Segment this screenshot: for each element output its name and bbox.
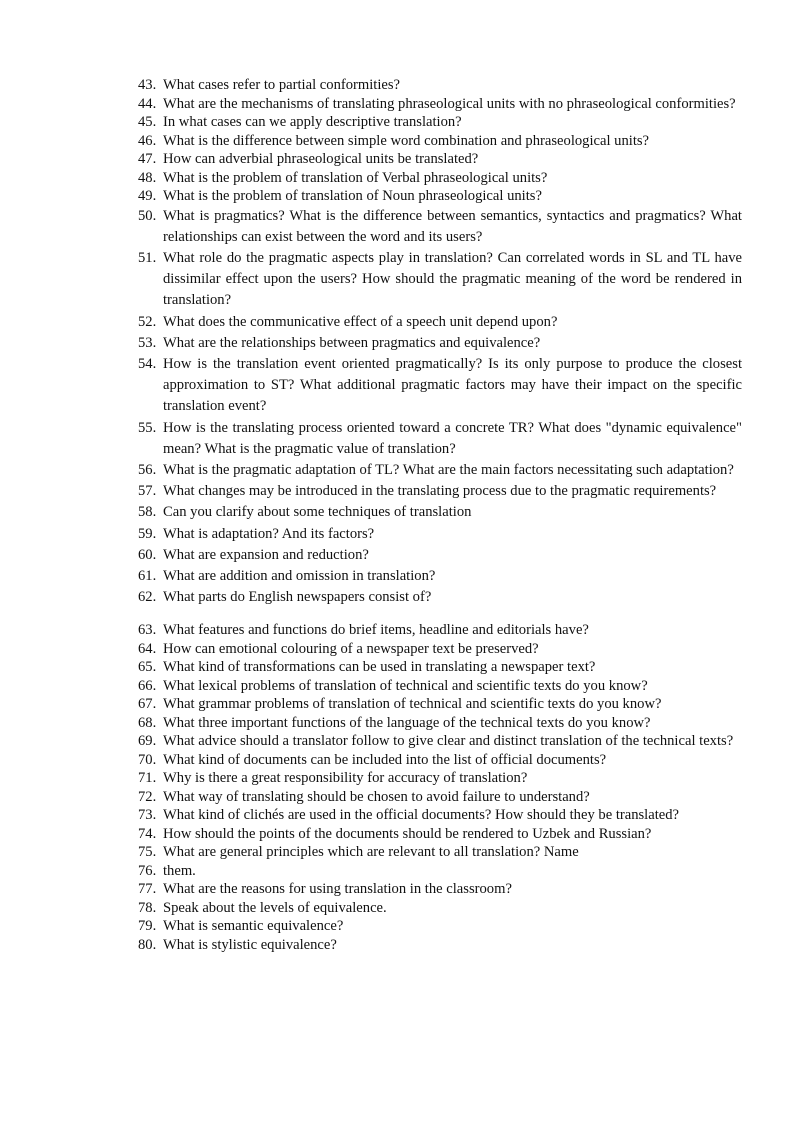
question-item bbox=[138, 677, 742, 696]
question-text: How can emotional colouring of a newspaper text be preserved? bbox=[163, 640, 539, 657]
question-text: What kind of transformations can be used in translating a newspaper text? bbox=[163, 659, 596, 676]
question-text: What is pragmatics? What is the difference between semantics, syntactics and pragmatics? What relationships can exist between the word and its users? bbox=[163, 207, 742, 245]
question-text: What is semantic equivalence? bbox=[163, 918, 344, 935]
question-item bbox=[138, 640, 742, 659]
question-text: What are the mechanisms of translating phraseological units with no phraseological conformities? bbox=[163, 95, 736, 112]
question-text: What way of translating should be chosen to avoid failure to understand? bbox=[163, 788, 590, 805]
question-number: 52. bbox=[138, 313, 157, 330]
question-item bbox=[138, 113, 742, 132]
question-text: What three important functions of the language of the technical texts do you know? bbox=[163, 714, 651, 731]
question-text: What parts do English newspapers consist of? bbox=[163, 589, 432, 606]
question-number: 69. bbox=[138, 733, 157, 750]
question-item bbox=[138, 169, 742, 188]
question-text: them. bbox=[163, 862, 196, 879]
question-number: 54. bbox=[138, 355, 157, 372]
question-item bbox=[138, 418, 742, 460]
question-item bbox=[138, 936, 742, 955]
question-item bbox=[138, 481, 742, 502]
question-item bbox=[138, 312, 742, 333]
question-item bbox=[138, 732, 742, 751]
question-text: Why is there a great responsibility for accuracy of translation? bbox=[163, 770, 528, 787]
question-text: In what cases can we apply descriptive translation? bbox=[163, 114, 462, 130]
question-text: What grammar problems of translation of technical and scientific texts do you know? bbox=[163, 696, 662, 713]
question-number: 68. bbox=[138, 714, 157, 731]
question-number: 72. bbox=[138, 788, 157, 805]
question-text: What changes may be introduced in the translating process due to the pragmatic requirements? bbox=[163, 483, 717, 500]
question-number: 51. bbox=[138, 249, 157, 266]
question-number: 48. bbox=[138, 169, 157, 186]
question-item bbox=[138, 621, 742, 640]
question-text: Speak about the levels of equivalence. bbox=[163, 899, 387, 916]
question-number: 67. bbox=[138, 696, 157, 713]
question-item bbox=[138, 751, 742, 770]
question-item bbox=[138, 76, 742, 95]
question-text: What kind of documents can be included into the list of official documents? bbox=[163, 751, 607, 768]
question-text: What is the problem of translation of Noun phraseological units? bbox=[163, 188, 542, 204]
question-item bbox=[138, 695, 742, 714]
question-number: 63. bbox=[138, 622, 157, 639]
question-number: 44. bbox=[138, 95, 157, 112]
question-text: How is the translating process oriented toward a concrete TR? What does "dynamic equivalence" mean? What is the pragmatic value of translation? bbox=[163, 419, 742, 457]
question-item bbox=[138, 524, 742, 545]
question-text: What does the communicative effect of a speech unit depend upon? bbox=[163, 313, 558, 330]
question-text: What is the problem of translation of Verbal phraseological units? bbox=[163, 169, 548, 186]
question-number: 79. bbox=[138, 918, 157, 935]
question-item bbox=[138, 843, 742, 862]
question-text: What advice should a translator follow to give clear and distinct translation of the technical texts? bbox=[163, 733, 734, 750]
question-text: How is the translation event oriented pragmatically? Is its only purpose to produce the closest approximation to ST? What additional pragmatic factors may have their impact on the specific translation event? bbox=[163, 355, 742, 415]
question-item bbox=[138, 587, 742, 608]
question-number: 73. bbox=[138, 807, 157, 824]
question-number: 60. bbox=[138, 546, 157, 563]
question-number: 62. bbox=[138, 589, 157, 606]
question-item bbox=[138, 502, 742, 523]
question-text: What are general principles which are relevant to all translation? Name bbox=[163, 844, 579, 861]
question-item bbox=[138, 132, 742, 151]
question-item bbox=[138, 248, 742, 312]
question-item bbox=[138, 825, 742, 844]
question-text: What role do the pragmatic aspects play in translation? Can correlated words in SL and TL have dissimilar effect upon the users? How should the pragmatic meaning of the word be rendered in translation? bbox=[163, 249, 742, 309]
question-number: 59. bbox=[138, 525, 157, 542]
question-item bbox=[138, 714, 742, 733]
question-text: How should the points of the documents should be rendered to Uzbek and Russian? bbox=[163, 825, 652, 842]
question-number: 61. bbox=[138, 567, 157, 584]
question-item bbox=[138, 206, 742, 248]
question-text: What is stylistic equivalence? bbox=[163, 936, 337, 953]
question-text: What is the difference between simple word combination and phraseological units? bbox=[163, 132, 650, 149]
question-item bbox=[138, 150, 742, 169]
question-text: What are the reasons for using translation in the classroom? bbox=[163, 881, 512, 898]
question-number: 53. bbox=[138, 334, 157, 351]
question-group-3 bbox=[138, 621, 742, 954]
question-text: What is the pragmatic adaptation of TL? What are the main factors necessitating such adaptation? bbox=[163, 461, 734, 478]
question-text: How can adverbial phraseological units be translated? bbox=[163, 151, 479, 167]
question-number: 80. bbox=[138, 936, 157, 953]
question-number: 71. bbox=[138, 770, 157, 787]
question-text: What lexical problems of translation of technical and scientific texts do you know? bbox=[163, 677, 648, 694]
question-number: 43. bbox=[138, 77, 157, 93]
question-text: What are the relationships between pragmatics and equivalence? bbox=[163, 334, 541, 351]
question-item bbox=[138, 354, 742, 418]
question-text: What are addition and omission in translation? bbox=[163, 567, 436, 584]
question-number: 65. bbox=[138, 659, 157, 676]
question-item bbox=[138, 460, 742, 481]
question-item bbox=[138, 566, 742, 587]
question-text: What cases refer to partial conformities? bbox=[163, 77, 401, 93]
question-number: 75. bbox=[138, 844, 157, 861]
question-item bbox=[138, 333, 742, 354]
question-number: 50. bbox=[138, 207, 157, 224]
question-item bbox=[138, 917, 742, 936]
question-item bbox=[138, 187, 742, 206]
question-number: 78. bbox=[138, 899, 157, 916]
question-number: 49. bbox=[138, 188, 157, 204]
question-text: Can you clarify about some techniques of translation bbox=[163, 504, 472, 521]
question-number: 77. bbox=[138, 881, 157, 898]
question-number: 70. bbox=[138, 751, 157, 768]
question-text: What are expansion and reduction? bbox=[163, 546, 369, 563]
question-number: 74. bbox=[138, 825, 157, 842]
question-number: 55. bbox=[138, 419, 157, 436]
question-list bbox=[138, 76, 742, 954]
question-number: 76. bbox=[138, 862, 157, 879]
section-gap bbox=[138, 608, 742, 621]
question-text: What kind of clichés are used in the official documents? How should they be translated? bbox=[163, 807, 680, 824]
question-number: 56. bbox=[138, 461, 157, 478]
question-item bbox=[138, 545, 742, 566]
question-item bbox=[138, 769, 742, 788]
question-number: 46. bbox=[138, 132, 157, 149]
question-item bbox=[138, 788, 742, 807]
question-text: What features and functions do brief items, headline and editorials have? bbox=[163, 622, 589, 639]
question-number: 57. bbox=[138, 483, 157, 500]
question-item bbox=[138, 806, 742, 825]
question-item bbox=[138, 880, 742, 899]
question-text: What is adaptation? And its factors? bbox=[163, 525, 375, 542]
question-number: 64. bbox=[138, 640, 157, 657]
question-item bbox=[138, 95, 742, 114]
question-number: 47. bbox=[138, 151, 157, 167]
question-number: 66. bbox=[138, 677, 157, 694]
question-number: 58. bbox=[138, 504, 157, 521]
question-group-2 bbox=[138, 206, 742, 609]
question-number: 45. bbox=[138, 114, 157, 130]
question-group-1 bbox=[138, 76, 742, 206]
question-item bbox=[138, 862, 742, 881]
question-item bbox=[138, 899, 742, 918]
question-item bbox=[138, 658, 742, 677]
